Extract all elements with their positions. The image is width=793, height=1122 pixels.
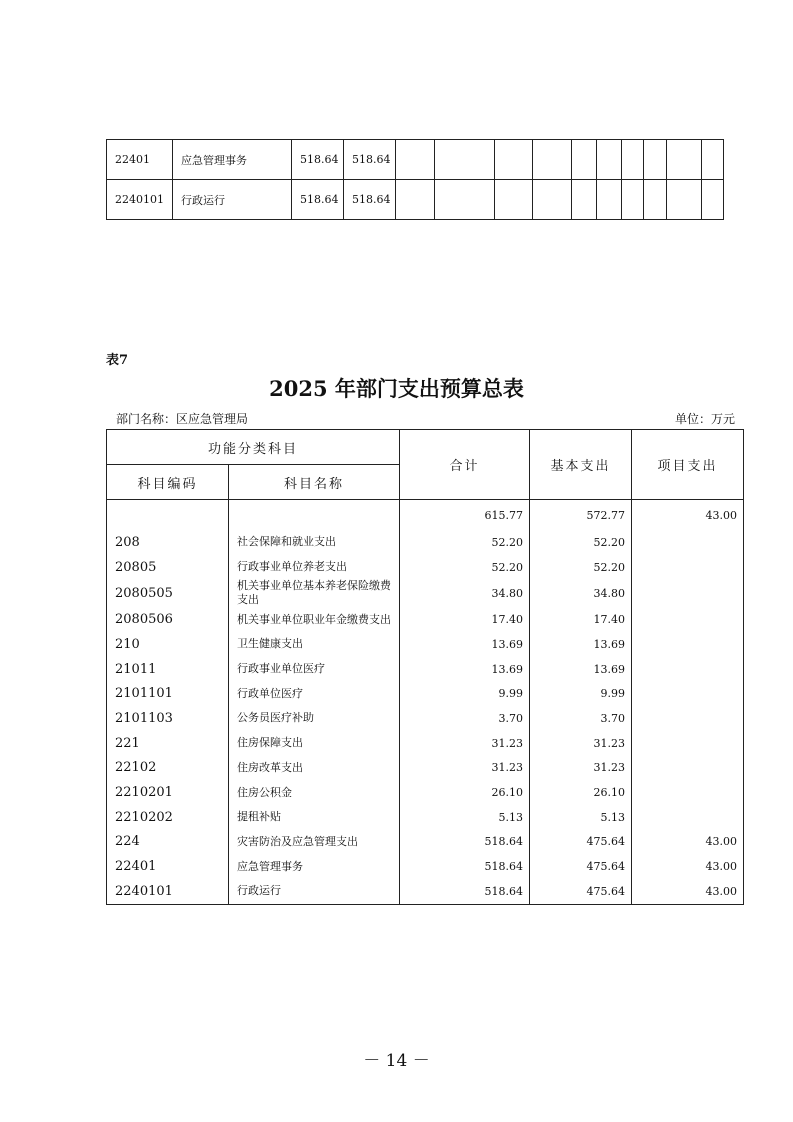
project-expenditure-value: 43.00: [632, 879, 744, 904]
basic-value: 518.64: [344, 180, 396, 220]
project-expenditure-value: [632, 555, 744, 580]
subject-name: [229, 500, 400, 531]
table-row: [107, 140, 724, 180]
basic-expenditure-value: 17.40: [530, 607, 632, 632]
subject-code: 224: [107, 830, 229, 855]
table-row: [107, 657, 744, 682]
empty-cell: [495, 140, 533, 180]
project-expenditure-value: [632, 632, 744, 657]
subject-name: 机关事业单位基本养老保险缴费支出: [229, 579, 400, 607]
project-expenditure-value: [632, 579, 744, 607]
table-row: [107, 830, 744, 855]
project-expenditure-value: [632, 681, 744, 706]
subject-name: 住房公积金: [229, 780, 400, 805]
department-name: 部门名称：区应急管理局: [116, 412, 249, 426]
subject-code: [107, 500, 229, 531]
subject-name: 行政单位医疗: [229, 681, 400, 706]
total-value: 518.64: [400, 879, 530, 904]
total-value: 518.64: [400, 854, 530, 879]
project-expenditure-value: 43.00: [632, 830, 744, 855]
empty-cell: [572, 140, 597, 180]
basic-expenditure-value: 26.10: [530, 780, 632, 805]
project-expenditure-value: [632, 805, 744, 830]
basic-expenditure-value: 572.77: [530, 500, 632, 531]
subject-name: 应急管理事务: [229, 854, 400, 879]
table-row: [107, 706, 744, 731]
header-function-category: 功能分类科目: [107, 430, 400, 465]
empty-cell: [702, 140, 724, 180]
total-value: 34.80: [400, 579, 530, 607]
empty-cell: [644, 180, 667, 220]
table-row: [107, 530, 744, 555]
subject-code: 2240101: [107, 180, 173, 220]
subject-code: 2210202: [107, 805, 229, 830]
total-value: 13.69: [400, 632, 530, 657]
project-expenditure-value: [632, 530, 744, 555]
total-value: 17.40: [400, 607, 530, 632]
subject-code: 2101101: [107, 681, 229, 706]
empty-cell: [533, 180, 572, 220]
empty-cell: [572, 180, 597, 220]
basic-expenditure-value: 52.20: [530, 555, 632, 580]
project-expenditure-value: 43.00: [632, 854, 744, 879]
subject-name: 行政事业单位医疗: [229, 657, 400, 682]
basic-expenditure-value: 31.23: [530, 731, 632, 756]
table-row: [107, 879, 744, 904]
subject-name: 住房保障支出: [229, 731, 400, 756]
subject-code: 2240101: [107, 879, 229, 904]
unit-label: 单位：万元: [674, 412, 735, 426]
basic-expenditure-value: 34.80: [530, 579, 632, 607]
empty-cell: [644, 140, 667, 180]
subject-name: 住房改革支出: [229, 756, 400, 781]
subject-code: 221: [107, 731, 229, 756]
table-label: 表7: [106, 353, 129, 368]
empty-cell: [597, 180, 622, 220]
subject-code: 210: [107, 632, 229, 657]
total-value: 518.64: [292, 140, 344, 180]
basic-expenditure-value: 52.20: [530, 530, 632, 555]
total-value: 615.77: [400, 500, 530, 531]
subject-code: 2080506: [107, 607, 229, 632]
basic-expenditure-value: 5.13: [530, 805, 632, 830]
subject-code: 22401: [107, 140, 173, 180]
subject-name: 行政运行: [229, 879, 400, 904]
subject-code: 208: [107, 530, 229, 555]
basic-expenditure-value: 475.64: [530, 879, 632, 904]
subject-name: 灾害防治及应急管理支出: [229, 830, 400, 855]
total-value: 31.23: [400, 756, 530, 781]
continuation-table: [106, 139, 724, 220]
header-subject-name: 科目名称: [229, 465, 400, 500]
budget-table: [106, 429, 744, 905]
header-subject-code: 科目编码: [107, 465, 229, 500]
total-value: 5.13: [400, 805, 530, 830]
total-value: 13.69: [400, 657, 530, 682]
subject-name: 行政事业单位养老支出: [229, 555, 400, 580]
total-value: 31.23: [400, 731, 530, 756]
header-project-expenditure: 项目支出: [632, 430, 744, 500]
empty-cell: [495, 180, 533, 220]
empty-cell: [435, 180, 495, 220]
subject-name: 机关事业单位职业年金缴费支出: [229, 607, 400, 632]
empty-cell: [667, 140, 702, 180]
basic-expenditure-value: 9.99: [530, 681, 632, 706]
empty-cell: [396, 180, 435, 220]
basic-expenditure-value: 475.64: [530, 830, 632, 855]
subject-code: 21011: [107, 657, 229, 682]
project-expenditure-value: [632, 756, 744, 781]
total-value: 26.10: [400, 780, 530, 805]
subject-code: 22102: [107, 756, 229, 781]
subject-code: 20805: [107, 555, 229, 580]
project-expenditure-value: [632, 607, 744, 632]
table-row: [107, 756, 744, 781]
table-row: [107, 607, 744, 632]
table-row: [107, 500, 744, 531]
subject-code: 22401: [107, 854, 229, 879]
subject-code: 2210201: [107, 780, 229, 805]
table-row: [107, 681, 744, 706]
table-row: [107, 780, 744, 805]
total-value: 518.64: [400, 830, 530, 855]
total-value: 3.70: [400, 706, 530, 731]
basic-expenditure-value: 3.70: [530, 706, 632, 731]
page-number: － 14 －: [363, 1051, 430, 1071]
subject-name: 社会保障和就业支出: [229, 530, 400, 555]
subject-code: 2080505: [107, 579, 229, 607]
table-row: [107, 854, 744, 879]
project-expenditure-value: [632, 780, 744, 805]
project-expenditure-value: [632, 706, 744, 731]
table-row: [107, 632, 744, 657]
subject-code: 2101103: [107, 706, 229, 731]
subject-name: 应急管理事务: [173, 140, 292, 180]
basic-expenditure-value: 475.64: [530, 854, 632, 879]
empty-cell: [622, 180, 644, 220]
empty-cell: [667, 180, 702, 220]
header-total: 合计: [400, 430, 530, 500]
empty-cell: [435, 140, 495, 180]
basic-value: 518.64: [344, 140, 396, 180]
empty-cell: [702, 180, 724, 220]
subject-name: 公务员医疗补助: [229, 706, 400, 731]
table-row: [107, 555, 744, 580]
table-row: [107, 180, 724, 220]
total-value: 52.20: [400, 555, 530, 580]
empty-cell: [622, 140, 644, 180]
empty-cell: [533, 140, 572, 180]
page-title: 2025 年部门支出预算总表: [269, 376, 524, 401]
basic-expenditure-value: 31.23: [530, 756, 632, 781]
total-value: 9.99: [400, 681, 530, 706]
total-value: 52.20: [400, 530, 530, 555]
project-expenditure-value: [632, 731, 744, 756]
subject-name: 提租补贴: [229, 805, 400, 830]
project-expenditure-value: [632, 657, 744, 682]
basic-expenditure-value: 13.69: [530, 657, 632, 682]
empty-cell: [396, 140, 435, 180]
table-row: [107, 731, 744, 756]
empty-cell: [597, 140, 622, 180]
subject-name: 行政运行: [173, 180, 292, 220]
header-basic-expenditure: 基本支出: [530, 430, 632, 500]
table-row: [107, 579, 744, 607]
subject-name: 卫生健康支出: [229, 632, 400, 657]
table-row: [107, 805, 744, 830]
total-value: 518.64: [292, 180, 344, 220]
basic-expenditure-value: 13.69: [530, 632, 632, 657]
project-expenditure-value: 43.00: [632, 500, 744, 531]
